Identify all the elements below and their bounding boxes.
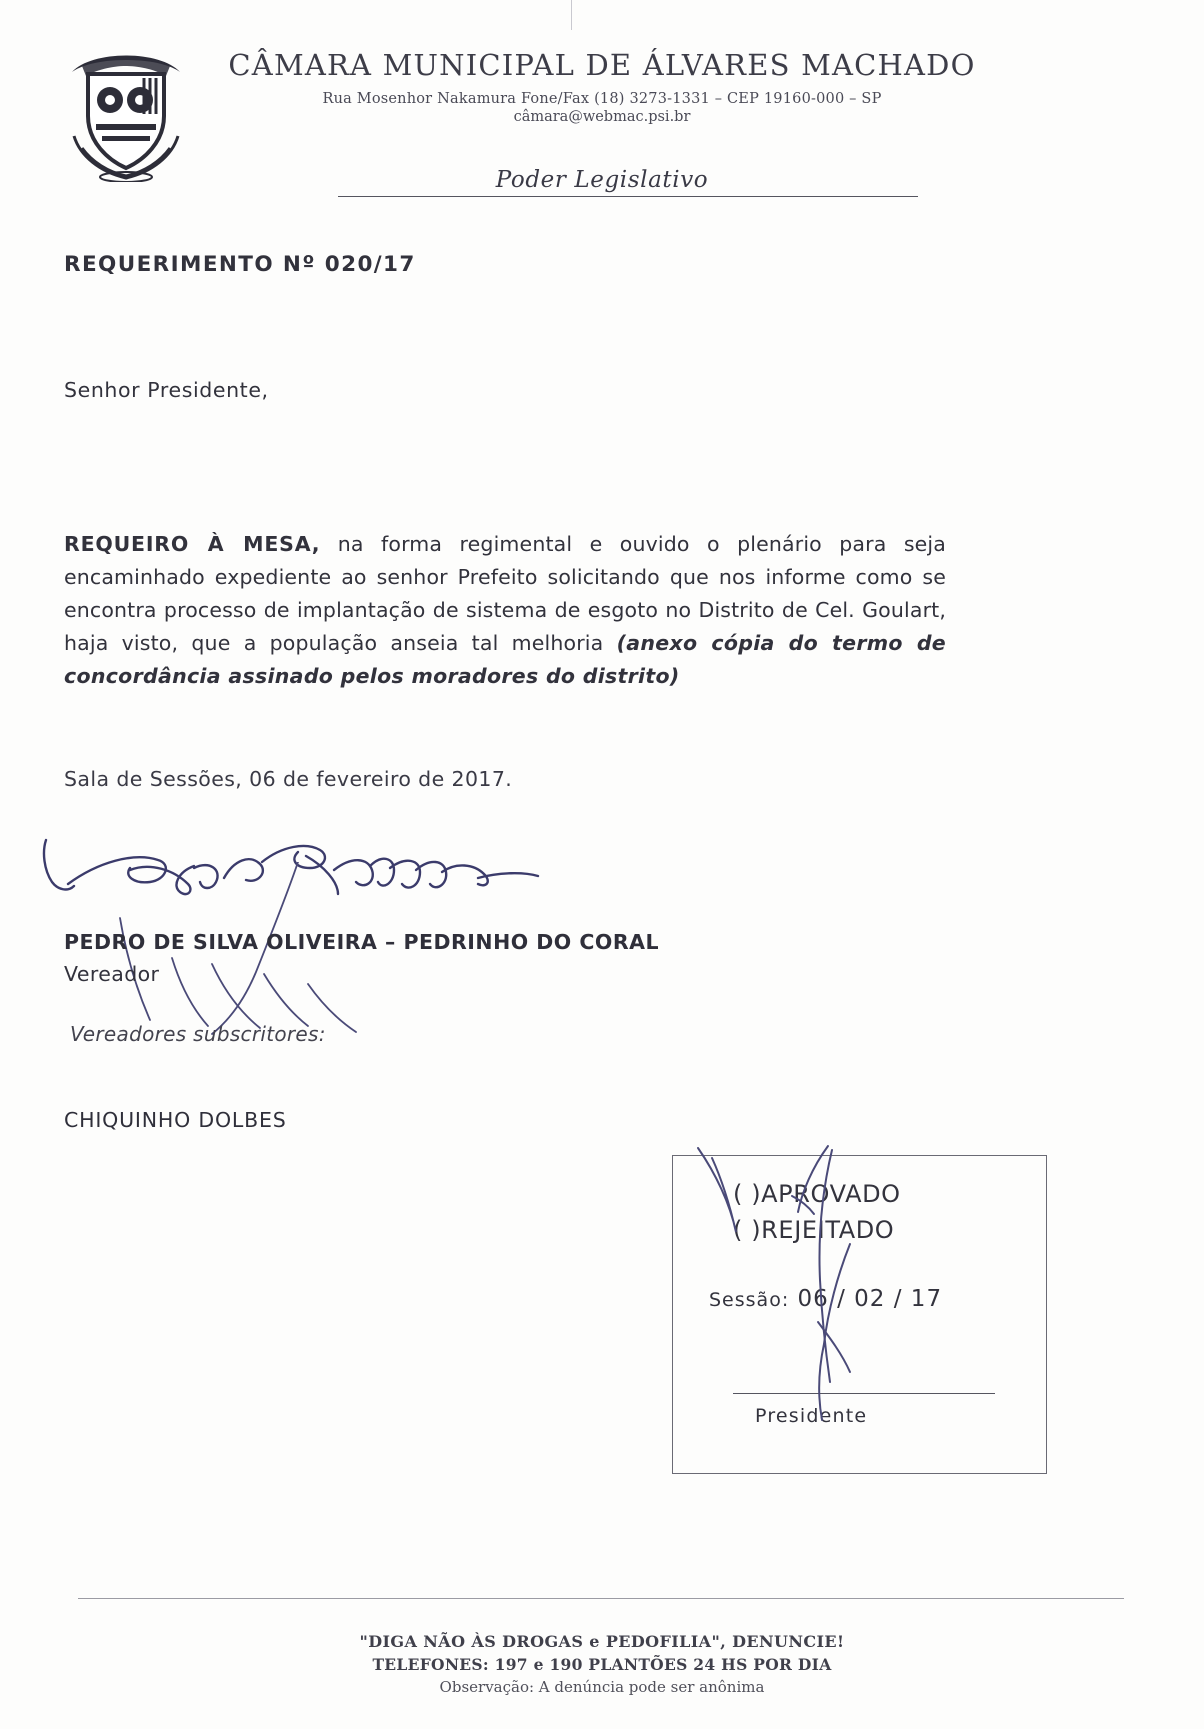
stamp-president-label: Presidente	[755, 1405, 868, 1427]
letterhead	[0, 48, 1204, 125]
footer-line-2: TELEFONES: 197 e 190 PLANTÕES 24 HS POR DIA	[372, 1655, 832, 1674]
organization-email: câmara@webmac.psi.br	[513, 109, 691, 125]
subscribers-label: Vereadores subscritores:	[70, 1022, 326, 1046]
footer-line-1: "DIGA NÃO ÀS DROGAS e PEDOFILIA", DENUNCIE!	[359, 1632, 845, 1651]
organization-name: CÂMARA MUNICIPAL DE ÁLVARES MACHADO	[228, 48, 976, 82]
header-divider	[338, 196, 918, 197]
stamp-signature-line	[733, 1393, 995, 1394]
stamp-session-line	[709, 1286, 942, 1312]
organization-address: Rua Mosenhor Nakamura Fone/Fax (18) 3273-1331 – CEP 19160-000 – SP	[322, 91, 882, 107]
signer-role: Vereador	[64, 962, 160, 986]
page-title: REQUERIMENTO Nº 020/17	[64, 252, 416, 277]
subscriber-name: CHIQUINHO DOLBES	[64, 1108, 287, 1132]
stamp-rejected-option[interactable]: ( )REJEITADO	[733, 1216, 895, 1244]
request-lead: REQUEIRO À MESA,	[64, 532, 321, 556]
signer-name: PEDRO DE SILVA OLIVEIRA – PEDRINHO DO CORAL	[64, 930, 660, 954]
request-paragraph	[64, 528, 946, 693]
footer-line-3: Observação: A denúncia pode ser anônima	[439, 1678, 765, 1696]
place-and-date: Sala de Sessões, 06 de fevereiro de 2017.	[64, 767, 513, 791]
stamp-approved-option[interactable]: ( )APROVADO	[733, 1180, 901, 1208]
footer-divider	[78, 1598, 1124, 1599]
page-edge-mark	[571, 0, 572, 30]
salutation: Senhor Presidente,	[64, 378, 269, 402]
footer	[0, 1632, 1204, 1696]
request-annex-note: (anexo cópia do termo de concordância assinado pelos moradores do distrito)	[64, 631, 946, 688]
stamp-session-label: Sessão:	[709, 1289, 790, 1311]
stamp-session-value: 06 / 02 / 17	[797, 1286, 943, 1312]
approval-stamp-box	[672, 1155, 1047, 1474]
handwritten-signature	[38, 826, 558, 916]
legislative-power-label: Poder Legislativo	[495, 167, 709, 193]
request-text: na forma regimental e ouvido o plenário para seja encaminhado expediente ao senhor Prefeito solicitando que nos informe como se encontra processo de implantação de sistema de esgoto no Distrito de Cel. Goulart, haja visto, que a população anseia tal melhoria	[64, 532, 946, 655]
